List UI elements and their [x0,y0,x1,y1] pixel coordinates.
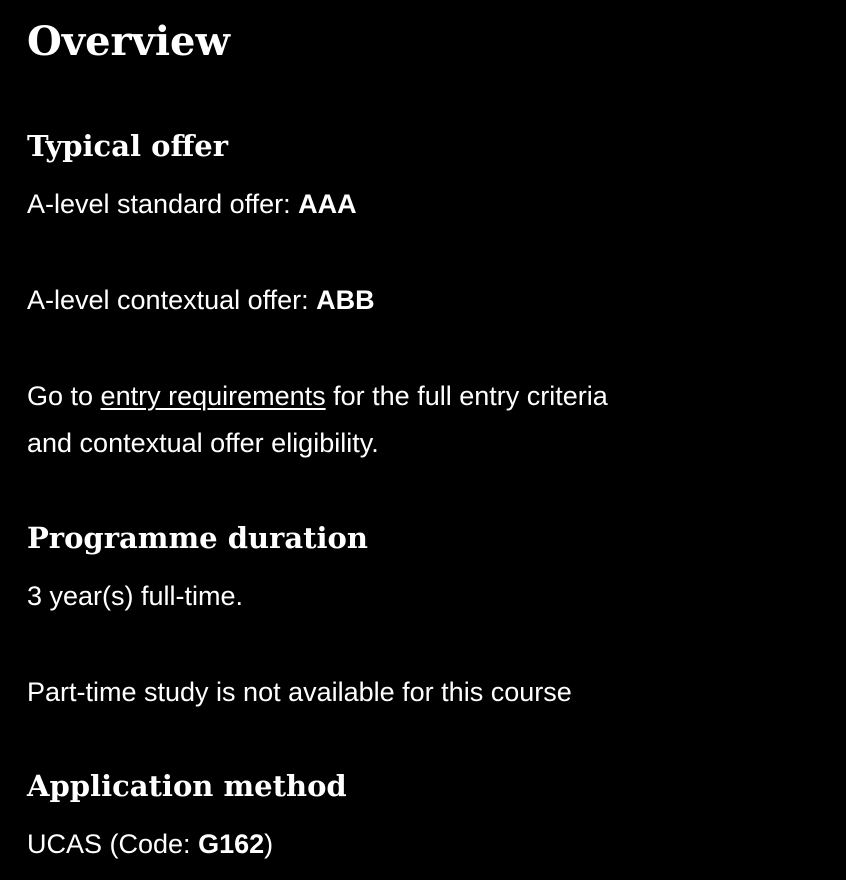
contextual-offer-label: A-level contextual offer: [27,285,317,315]
goto-prefix: Go to [27,381,101,411]
ucas-line [27,821,273,867]
ucas-prefix: UCAS (Code: [27,829,199,859]
full-time-line: 3 year(s) full-time. [27,581,244,611]
standard-offer-value: AAA [298,189,357,219]
programme-duration-heading: Programme duration [27,521,368,555]
overview-title: Overview [27,18,230,65]
contextual-offer-line [27,277,375,323]
standard-offer-label: A-level standard offer: [27,189,299,219]
goto-suffix: for the full entry criteria [325,381,608,411]
entry-requirements-line [27,373,608,419]
ucas-code: G162 [198,829,265,859]
ucas-suffix: ) [264,829,274,859]
typical-offer-heading: Typical offer [27,129,228,163]
entry-requirements-line-2: and contextual offer eligibility. [27,428,379,458]
application-method-heading: Application method [27,769,347,803]
standard-offer-line [27,181,357,227]
part-time-line: Part-time study is not available for this course [27,677,572,707]
contextual-offer-value: ABB [316,285,375,315]
entry-requirements-link[interactable]: entry requirements [100,381,326,411]
